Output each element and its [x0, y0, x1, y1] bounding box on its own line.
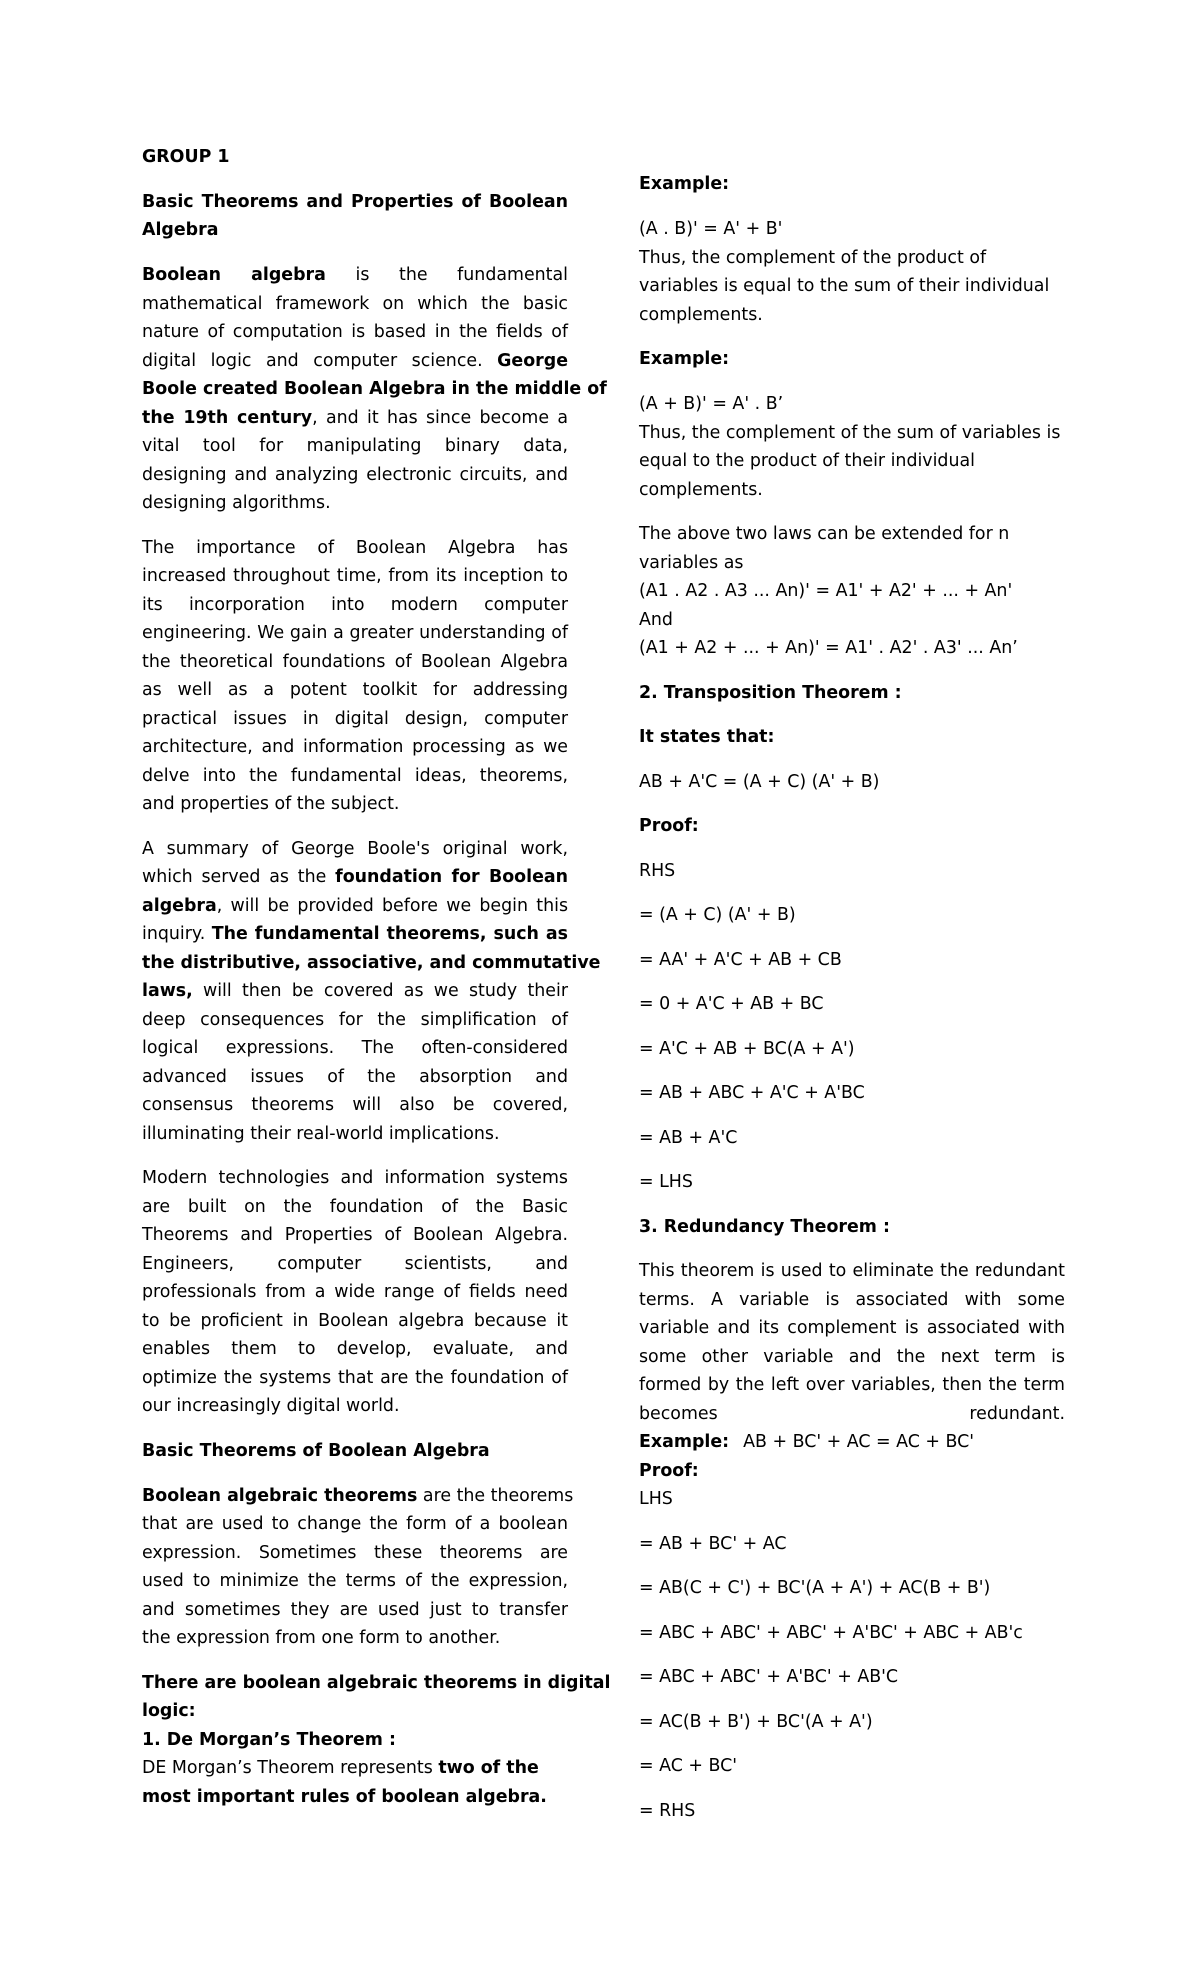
intro-line: vital tool for manipulating binary data, — [142, 436, 568, 456]
importance-line: and properties of the subject. — [142, 794, 400, 814]
extend-text-line: The above two laws can be extended for n — [639, 524, 1010, 544]
modern-line: Modern technologies and information systems — [142, 1168, 568, 1188]
redundancy-text-line: becomes redundant. — [639, 1404, 1065, 1424]
redundancy-step: = AB(C + C') + BC'(A + A') + AC(B + B') — [639, 1578, 991, 1598]
modern-line: to be proficient in Boolean algebra because it — [142, 1311, 568, 1331]
redundancy-step: = ABC + ABC' + A'BC' + AB'C — [639, 1667, 899, 1687]
transposition-formula: AB + A'C = (A + C) (A' + B) — [639, 772, 880, 792]
redundancy-title: 3. Redundancy Theorem : — [639, 1217, 890, 1237]
extend-text-line: (A1 . A2 . A3 ... An)' = A1' + A2' + ... + An' — [639, 581, 1013, 601]
modern-line: Engineers, computer scientists, and — [142, 1254, 568, 1274]
proof-step: = LHS — [639, 1172, 693, 1192]
redundancy-text-line: formed by the left over variables, then the term — [639, 1375, 1065, 1395]
intro-line: Boole created Boolean Algebra in the middle of — [142, 379, 607, 399]
summary-line: which served as the foundation for Boolean — [142, 867, 568, 887]
importance-line: delve into the fundamental ideas, theorems, — [142, 766, 568, 786]
theorems-line: expression. Sometimes these theorems are — [142, 1543, 568, 1563]
extend-text-line: And — [639, 610, 673, 630]
summary-line: logical expressions. The often-considered — [142, 1038, 568, 1058]
summary-line: laws, will then be covered as we study their — [142, 981, 568, 1001]
proof-step: = 0 + A'C + AB + BC — [639, 994, 824, 1014]
redundancy-step: = AB + BC' + AC — [639, 1534, 787, 1554]
group-title: GROUP 1 — [142, 147, 230, 167]
redundancy-text-line: some other variable and the next term is — [639, 1347, 1065, 1367]
redundancy-step: = ABC + ABC' + ABC' + A'BC' + ABC + AB'c — [639, 1623, 1023, 1643]
intro-line: mathematical framework on which the basic — [142, 294, 568, 314]
proof-step: = AB + A'C — [639, 1128, 738, 1148]
summary-line: the distributive, associative, and commutative — [142, 953, 601, 973]
redundancy-example-label: Example: — [639, 1432, 730, 1452]
proof-step: = AA' + A'C + AB + CB — [639, 950, 842, 970]
summary-line: consensus theorems will also be covered, — [142, 1095, 568, 1115]
intro-line: Boolean algebra is the fundamental — [142, 265, 568, 285]
example-text-line: variables is equal to the sum of their individual — [639, 276, 1050, 296]
summary-line: advanced issues of the absorption and — [142, 1067, 568, 1087]
demorgan-text-line-2: most important rules of boolean algebra. — [142, 1787, 547, 1807]
proof-step: = A'C + AB + BC(A + A') — [639, 1039, 855, 1059]
redundancy-step: = RHS — [639, 1801, 696, 1821]
summary-line: algebra, will be provided before we begin this — [142, 896, 568, 916]
intro-line: the 19th century, and it has since become a — [142, 408, 568, 428]
importance-line: engineering. We gain a greater understanding of — [142, 623, 568, 643]
modern-line: Theorems and Properties of Boolean Algebra. — [142, 1225, 568, 1245]
example-label: Example: — [639, 174, 730, 194]
redundancy-step: = AC(B + B') + BC'(A + A') — [639, 1712, 873, 1732]
proof-step: = (A + C) (A' + B) — [639, 905, 796, 925]
redundancy-step: = AC + BC' — [639, 1756, 738, 1776]
redundancy-text-line: This theorem is used to eliminate the redundant — [639, 1261, 1065, 1281]
example-text-line: Thus, the complement of the product of — [639, 248, 987, 268]
modern-line: optimize the systems that are the foundation of — [142, 1368, 568, 1388]
redundancy-proof-start: LHS — [639, 1489, 673, 1509]
proof-label: Proof: — [639, 816, 699, 836]
modern-line: enables them to develop, evaluate, and — [142, 1339, 568, 1359]
modern-line: are built on the foundation of the Basic — [142, 1197, 568, 1217]
example-text-line: complements. — [639, 480, 763, 500]
proof-step: = AB + ABC + A'C + A'BC — [639, 1083, 865, 1103]
intro-line: digital logic and computer science. George — [142, 351, 568, 371]
intro-line: nature of computation is based in the fields of — [142, 322, 568, 342]
demorgan-text-line-1: DE Morgan’s Theorem represents two of the — [142, 1758, 539, 1778]
example-formula: (A . B)' = A' + B' — [639, 219, 783, 239]
summary-line: deep consequences for the simplification of — [142, 1010, 568, 1030]
states-label: It states that: — [639, 727, 775, 747]
proof-step: RHS — [639, 861, 676, 881]
modern-line: our increasingly digital world. — [142, 1396, 400, 1416]
summary-line: illuminating their real-world implications. — [142, 1124, 500, 1144]
importance-line: its incorporation into modern computer — [142, 595, 568, 615]
theorems-list-heading-line-2: logic: — [142, 1701, 196, 1721]
example-label: Example: — [639, 349, 730, 369]
redundancy-example — [639, 1428, 1065, 1457]
extend-text-line: variables as — [639, 553, 744, 573]
importance-line: practical issues in digital design, computer — [142, 709, 568, 729]
theorems-line: and sometimes they are used just to transfer — [142, 1600, 568, 1620]
importance-line: the theoretical foundations of Boolean Algebra — [142, 652, 568, 672]
example-text-line: complements. — [639, 305, 763, 325]
redundancy-text-line: variable and its complement is associated with — [639, 1318, 1065, 1338]
importance-line: increased throughout time, from its inception to — [142, 566, 568, 586]
redundancy-example-formula: AB + BC' + AC = AC + BC' — [743, 1432, 975, 1452]
section-heading: Basic Theorems of Boolean Algebra — [142, 1441, 490, 1461]
demorgan-title: 1. De Morgan’s Theorem : — [142, 1730, 396, 1750]
theorems-list-heading-line-1: There are boolean algebraic theorems in digital — [142, 1673, 611, 1693]
theorems-line: the expression from one form to another. — [142, 1628, 501, 1648]
importance-line: architecture, and information processing as we — [142, 737, 568, 757]
example-formula: (A + B)' = A' . B’ — [639, 394, 784, 414]
redundancy-proof-label: Proof: — [639, 1461, 699, 1481]
summary-line: A summary of George Boole's original work, — [142, 839, 568, 859]
example-text-line: equal to the product of their individual — [639, 451, 975, 471]
intro-line: designing and analyzing electronic circuits, and — [142, 465, 568, 485]
example-text-line: Thus, the complement of the sum of variables is — [639, 423, 1061, 443]
intro-line: designing algorithms. — [142, 493, 331, 513]
modern-line: professionals from a wide range of fields need — [142, 1282, 568, 1302]
importance-line: as well as a potent toolkit for addressing — [142, 680, 568, 700]
theorems-line: Boolean algebraic theorems are the theorems — [142, 1486, 574, 1506]
doc-heading-line-1: Basic Theorems and Properties of Boolean — [142, 192, 568, 212]
redundancy-text-line: terms. A variable is associated with some — [639, 1290, 1065, 1310]
extend-text-line: (A1 + A2 + ... + An)' = A1' . A2' . A3' ... An’ — [639, 638, 1018, 658]
importance-line: The importance of Boolean Algebra has — [142, 538, 568, 558]
summary-line: inquiry. The fundamental theorems, such as — [142, 924, 568, 944]
theorems-line: that are used to change the form of a boolean — [142, 1514, 568, 1534]
doc-heading-line-2: Algebra — [142, 220, 219, 240]
transposition-title: 2. Transposition Theorem : — [639, 683, 902, 703]
theorems-line: used to minimize the terms of the expression, — [142, 1571, 568, 1591]
